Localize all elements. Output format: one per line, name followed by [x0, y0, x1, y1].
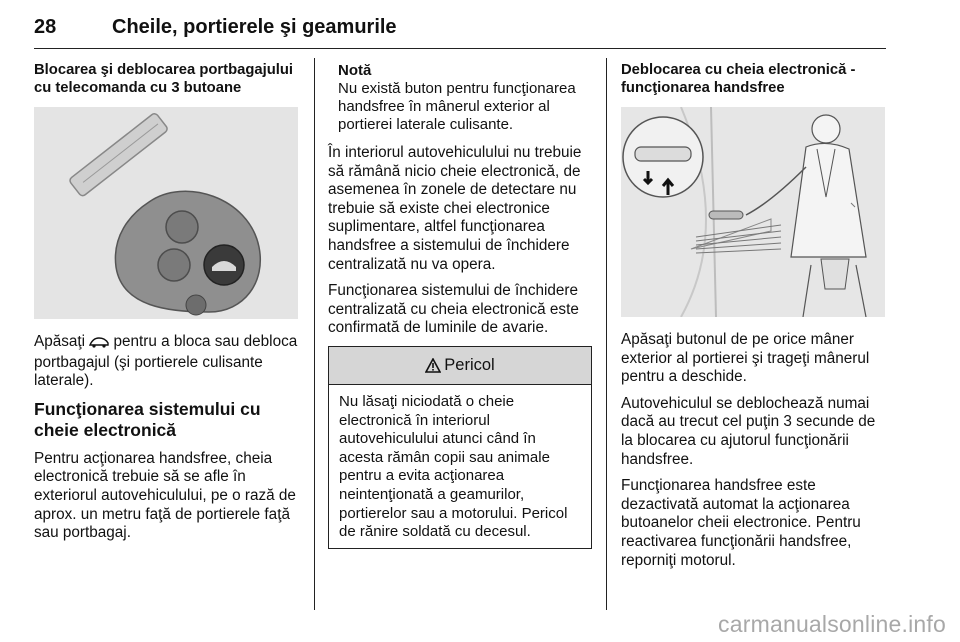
remote-key-figure: [34, 107, 298, 319]
handsfree-figure: [621, 107, 885, 317]
note-block: [328, 62, 592, 134]
column-divider-1: [314, 58, 315, 610]
paragraph-handsfree-range: Pentru acţionarea handsfree, cheia electronică trebuie să se afle în exteriorul autovehiculului, pe o rază de aprox. un metru faţă de portierele faţă sau portbagaj.: [34, 449, 296, 542]
paragraph-unlock-delay: Autovehiculul se deblochează numai dacă au trecut cel puţin 3 secunde de la blocarea cu ajutorul funcţionării handsfree.: [621, 394, 876, 468]
note-text: Nu există buton pentru funcţionarea handsfree în mânerul exterior al portierei laterale culisante.: [338, 80, 576, 133]
paragraph-press-handle: Apăsaţi butonul de pe orice mâner exterior al portierei şi trageţi mânerul pentru a deschide.: [621, 331, 870, 386]
chapter-title: Cheile, portierele şi geamurile: [112, 16, 397, 38]
section-subheading-trunk: Blocarea şi deblocarea portbagajului cu telecomanda cu 3 butoane: [34, 62, 294, 96]
danger-title: Pericol: [444, 356, 495, 375]
paragraph-hazard-lights: Funcţionarea sistemului de închidere centralizată cu cheia electronică este confirmată de luminile de avarie.: [328, 282, 579, 337]
handsfree-illustration: [621, 107, 885, 317]
paragraph-no-key-inside: În interiorul autovehiculului nu trebuie să rămână nicio cheie electronică, de asemenea în zonele de detectare nu trebuie să existe chei electronice suplimentare, altfel funcţionarea handsfree a sistemului de închidere centralizată nu va opera.: [328, 144, 582, 273]
section-heading-electronic-key: Funcţionarea sistemului cu cheie electronică: [34, 398, 261, 440]
danger-box: [328, 346, 592, 549]
page-number: 28: [34, 16, 57, 38]
section-subheading-handsfree: Deblocarea cu cheia electronică - funcţionarea handsfree: [621, 62, 856, 96]
note-title: Notă: [338, 62, 372, 79]
danger-header: [329, 347, 591, 385]
page-header: [34, 10, 886, 49]
paragraph-deactivation: Funcţionarea handsfree este dezactivată automat la acţionarea butoanelor cheii electronice. Pentru reactivarea funcţionării handsfree, reporniţi motorul.: [621, 477, 861, 569]
column-3: [621, 62, 887, 578]
danger-text: Nu lăsaţi niciodată o cheie electronică în interiorul autovehiculului atunci când în acesta rămân copii sau animale pentru a evita acţionarea neintenţionată a geamurilor, portierelor sau a motorului. Pericol de rănire soldată cu decesul.: [339, 392, 568, 541]
watermark: carmanualsonline.info: [718, 611, 946, 637]
car-trunk-icon: [89, 335, 109, 354]
column-divider-2: [606, 58, 607, 610]
column-2: [328, 62, 592, 549]
warning-triangle-icon: [425, 358, 441, 373]
column-1: [34, 62, 300, 551]
remote-key-illustration: [34, 107, 298, 319]
paragraph-press-button: Apăsaţi pentru a bloca sau debloca portbagajul (şi portierele culisante laterale).: [34, 333, 298, 390]
